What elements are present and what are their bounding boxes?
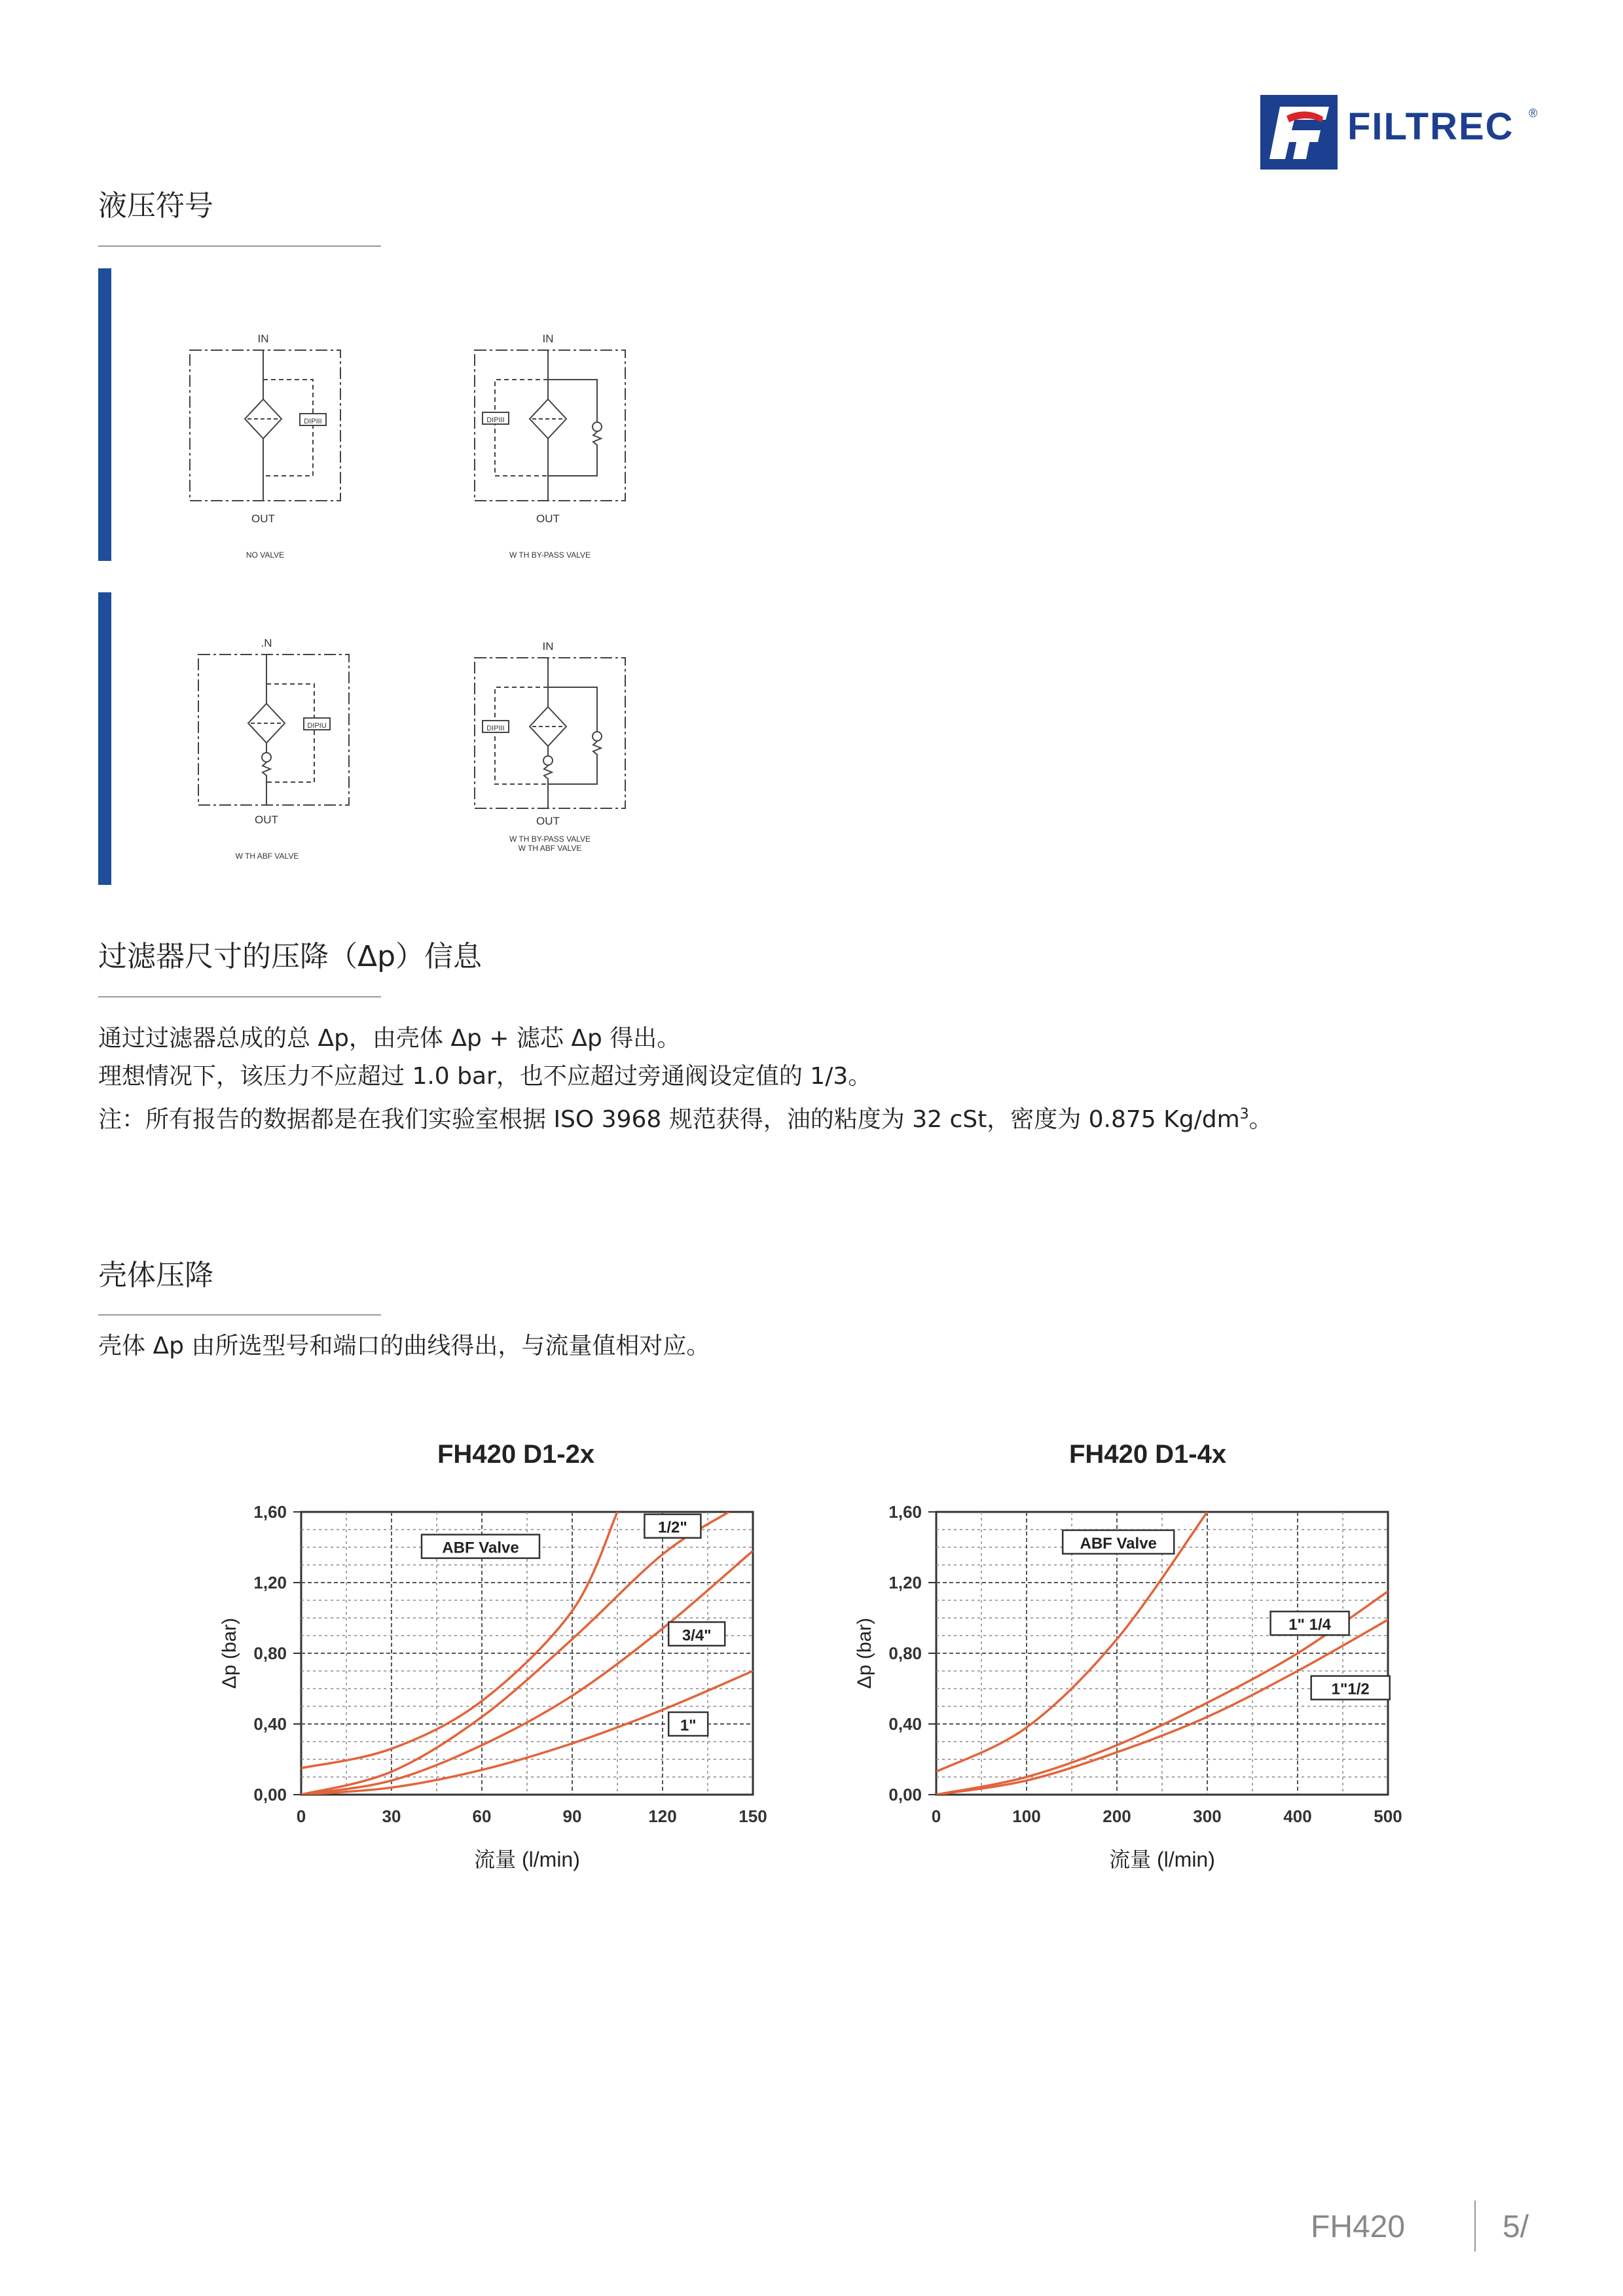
x-tick-label: 500 [1374, 1806, 1402, 1826]
pressure-line-3-text: 注：所有报告的数据都是在我们实验室根据 ISO 3968 规范获得，油的粘度为 32 cSt，密度为 0.875 Kg/dm [98, 1106, 1240, 1133]
in-label: IN [257, 332, 269, 345]
indicator-label: DIPIII [304, 418, 322, 425]
diagram-caption: W TH BY-PASS VALVE [509, 834, 591, 844]
symbol-bypass-valve [475, 350, 625, 501]
series-label: 1" [680, 1717, 697, 1735]
y-tick-label: 0,00 [253, 1785, 287, 1804]
x-tick-label: 0 [931, 1806, 941, 1826]
y-tick-label: 1,60 [253, 1502, 287, 1522]
x-axis-label: 流量 (l/min) [1109, 1848, 1215, 1871]
y-tick-label: 0,80 [888, 1643, 922, 1663]
pressure-chart-4x [831, 1486, 1434, 1892]
diagram-caption: W TH ABF VALVE [235, 852, 299, 861]
pressure-chart-2x [196, 1486, 786, 1892]
series-label: 1" 1/4 [1288, 1616, 1331, 1634]
footer-divider [1474, 2200, 1476, 2251]
y-axis-label: Δp (bar) [854, 1617, 875, 1689]
footer-model: FH420 [1311, 2210, 1406, 2244]
superscript: 3 [1239, 1106, 1249, 1122]
pressure-title: 过滤器尺寸的压降（Δp）信息 [98, 940, 483, 973]
pressure-line-3-end: 。 [1249, 1106, 1273, 1133]
series-label: ABF Valve [442, 1539, 519, 1557]
y-tick-label: 1,60 [888, 1502, 922, 1522]
symbols-title: 液压符号 [98, 189, 213, 223]
registered-mark: ® [1529, 107, 1538, 120]
indicator-label: DIPIII [486, 416, 505, 424]
y-axis-label: Δp (bar) [219, 1617, 240, 1689]
symbol-no-valve [190, 350, 340, 501]
y-tick-label: 0,80 [253, 1643, 287, 1663]
housing-title: 壳体压降 [98, 1259, 213, 1292]
x-axis-label: 流量 (l/min) [474, 1848, 580, 1871]
indicator-label: DIPIII [486, 725, 505, 732]
chart-title-1: FH420 D1-2x [437, 1440, 595, 1469]
hydraulic-symbols [131, 314, 720, 884]
x-tick-label: 60 [472, 1806, 492, 1826]
x-tick-label: 90 [562, 1806, 582, 1826]
series-label: ABF Valve [1080, 1534, 1157, 1552]
brand-name: FILTREC [1347, 105, 1514, 148]
out-label: OUT [536, 512, 560, 525]
x-tick-label: 100 [1012, 1806, 1041, 1826]
out-label: OUT [251, 512, 275, 525]
in-label: IN [542, 640, 554, 653]
x-tick-label: 120 [648, 1806, 677, 1826]
blue-accent-bar [98, 592, 111, 885]
in-label: .N [261, 637, 272, 649]
diagram-caption: W TH BY-PASS VALVE [509, 550, 591, 560]
title-rule [98, 245, 381, 247]
symbol-abf-valve [198, 655, 349, 805]
diagram-caption: NO VALVE [246, 550, 285, 560]
diagram-caption-2: W TH ABF VALVE [518, 844, 582, 853]
series-label: 1"1/2 [1331, 1680, 1370, 1698]
series-label: 3/4" [682, 1626, 712, 1645]
blue-accent-bar [98, 268, 111, 561]
housing-text: 壳体 Δp 由所选型号和端口的曲线得出，与流量值相对应。 [98, 1333, 710, 1359]
pressure-text [98, 1020, 1539, 1139]
y-tick-label: 0,40 [253, 1714, 287, 1734]
title-rule [98, 1314, 381, 1316]
out-label: OUT [255, 814, 278, 826]
y-tick-label: 0,40 [888, 1714, 922, 1734]
y-tick-label: 1,20 [253, 1573, 287, 1592]
pressure-line-2: 理想情况下，该压力不应超过 1.0 bar，也不应超过旁通阀设定值的 1/3。 [98, 1063, 872, 1090]
x-tick-label: 300 [1193, 1806, 1222, 1826]
y-tick-label: 0,00 [888, 1785, 922, 1804]
x-tick-label: 0 [296, 1806, 306, 1826]
indicator-label: DIPIU [307, 722, 327, 730]
x-tick-label: 400 [1283, 1806, 1312, 1826]
pressure-line-3 [98, 1096, 1539, 1139]
chart-title-2: FH420 D1-4x [1069, 1440, 1227, 1469]
out-label: OUT [536, 815, 560, 827]
pressure-line-1: 通过过滤器总成的总 Δp，由壳体 Δp + 滤芯 Δp 得出。 [98, 1025, 681, 1052]
symbol-bypass-abf-valve [475, 658, 625, 808]
series-label: 1/2" [658, 1518, 687, 1537]
x-tick-label: 200 [1103, 1806, 1131, 1826]
filtrec-logo-icon [1260, 94, 1345, 172]
x-tick-label: 150 [739, 1806, 767, 1826]
in-label: IN [542, 332, 554, 345]
y-tick-label: 1,20 [888, 1573, 922, 1592]
page-number: 5/ [1503, 2210, 1529, 2244]
title-rule [98, 996, 381, 997]
x-tick-label: 30 [382, 1806, 401, 1826]
